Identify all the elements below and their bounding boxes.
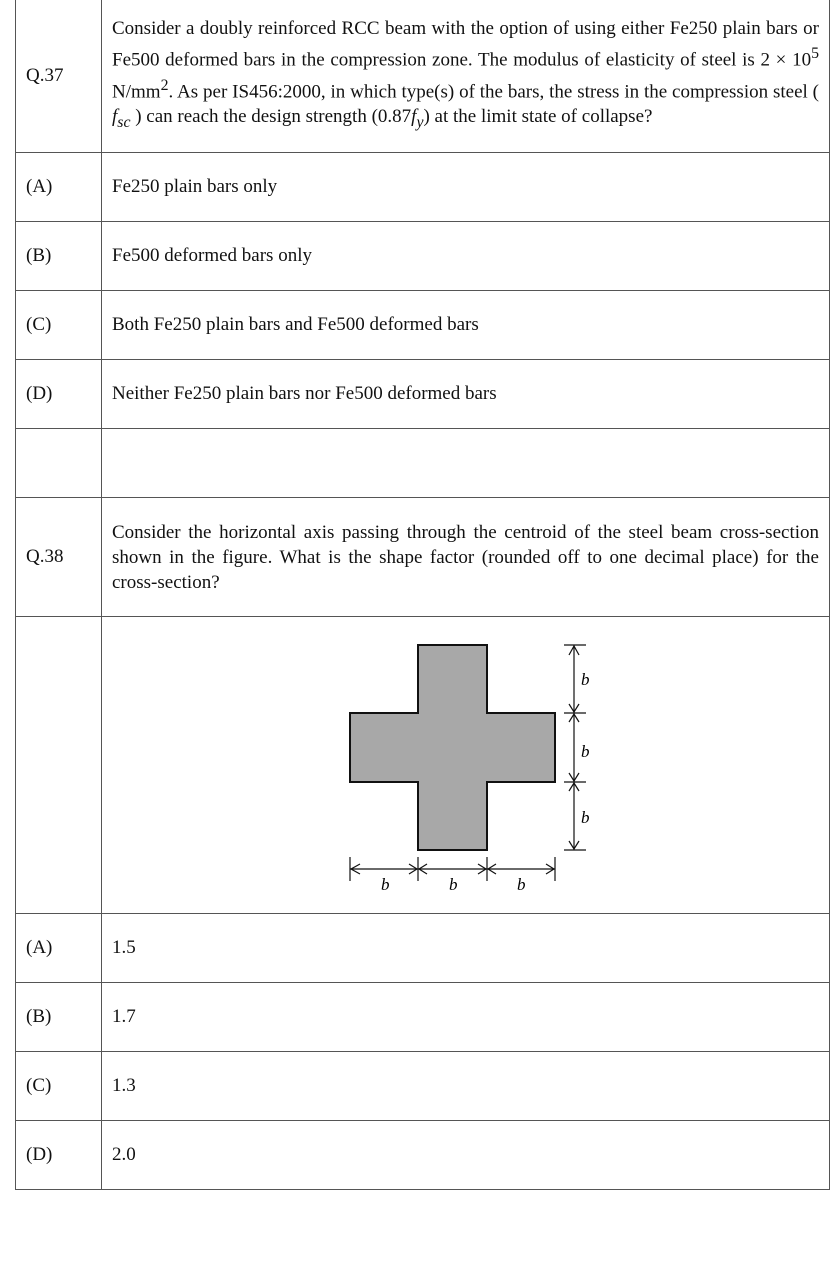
question-number: Q.37	[16, 0, 102, 153]
cross-section-figure	[102, 617, 829, 913]
option-row[interactable]	[16, 222, 830, 291]
dimension-label-b: b	[581, 808, 590, 827]
cross-section-shape	[350, 645, 555, 850]
dimension-label-b: b	[581, 742, 590, 761]
spacer-row	[16, 429, 830, 498]
option-text: 1.5	[102, 914, 830, 983]
option-label: (D)	[16, 360, 102, 429]
dimension-label-b: b	[517, 875, 526, 894]
option-row[interactable]	[16, 914, 830, 983]
option-label: (D)	[16, 1121, 102, 1190]
figure-row	[16, 617, 830, 914]
option-row[interactable]	[16, 360, 830, 429]
dimension-label-b: b	[381, 875, 390, 894]
question-text-q38: Consider the horizontal axis passing through the centroid of the steel beam cross-section shown in the figure. What is the shape factor (rounded off to one decimal place) for the cross-section?	[112, 521, 819, 593]
option-text: Both Fe250 plain bars and Fe500 deformed bars	[102, 291, 830, 360]
question-number: Q.38	[16, 498, 102, 617]
option-text: Fe250 plain bars only	[102, 153, 830, 222]
option-label: (A)	[16, 914, 102, 983]
option-row[interactable]	[16, 1121, 830, 1190]
option-row[interactable]	[16, 291, 830, 360]
option-text: Fe500 deformed bars only	[102, 222, 830, 291]
option-row[interactable]	[16, 1052, 830, 1121]
option-label: (C)	[16, 291, 102, 360]
dimension-label-b: b	[581, 670, 590, 689]
option-label: (A)	[16, 153, 102, 222]
option-text: 2.0	[102, 1121, 830, 1190]
option-label: (B)	[16, 983, 102, 1052]
question-text-q37: Consider a doubly reinforced RCC beam with the option of using either Fe250 plain bars or Fe500 deformed bars in the compression zone. The modulus of elasticity of steel is $2 \times 10^5$ $N/mm^2$. As per IS456:2000, in which type(s) of the bars, the stress in the compression steel ( $f_{sc}$ ) can reach the design strength $(0.87f_y)$ at the limit state of collapse?	[112, 18, 819, 131]
dimension-label-b: b	[449, 875, 458, 894]
option-row[interactable]	[16, 983, 830, 1052]
option-text: Neither Fe250 plain bars nor Fe500 deformed bars	[102, 360, 830, 429]
option-text: 1.7	[102, 983, 830, 1052]
option-row[interactable]	[16, 153, 830, 222]
option-label: (B)	[16, 222, 102, 291]
question-table	[15, 0, 830, 1190]
question-row-q37	[16, 0, 830, 153]
option-text: 1.3	[102, 1052, 830, 1121]
option-label: (C)	[16, 1052, 102, 1121]
question-row-q38	[16, 498, 830, 617]
cross-section-diagram	[102, 617, 840, 913]
